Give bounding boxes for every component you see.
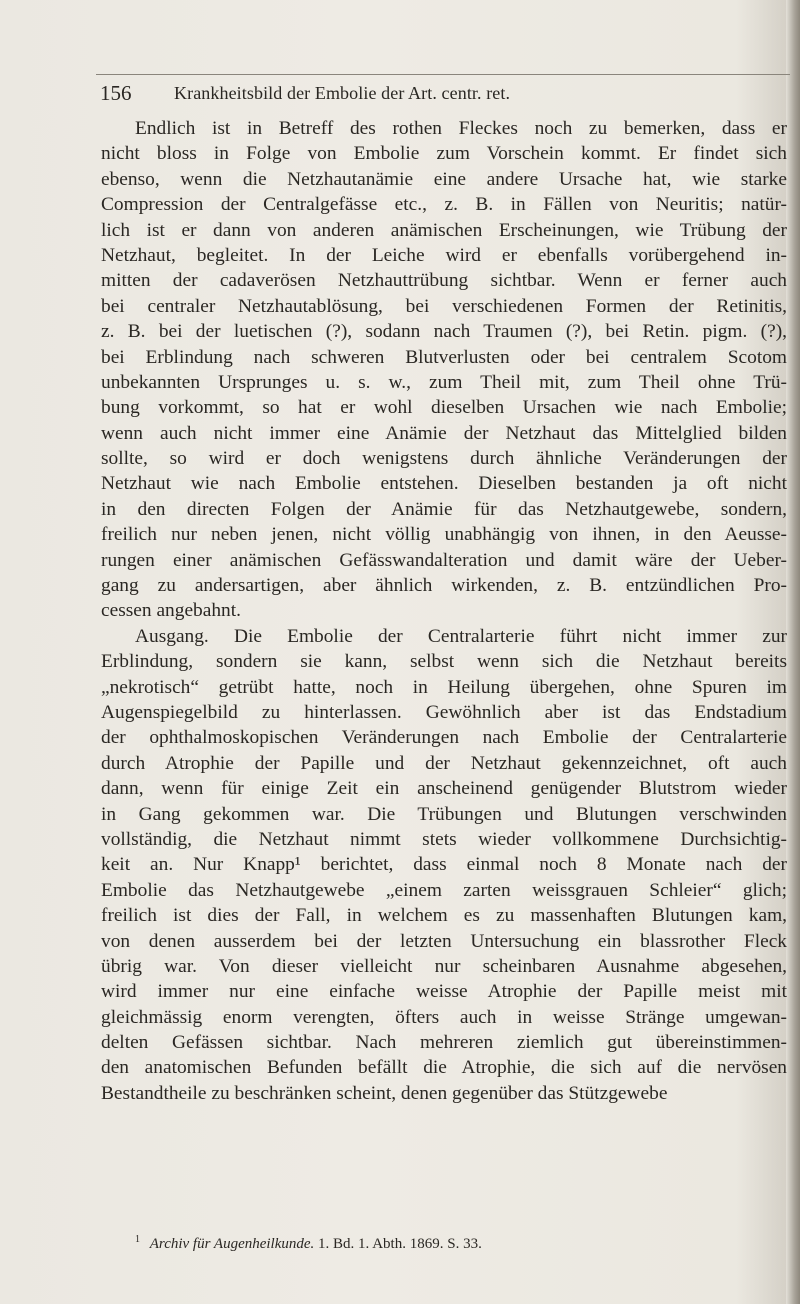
text-line: durch Atrophie der Papille und der Netzhaut gekennzeichnet, oft auch: [101, 752, 787, 774]
text-line: wenn auch nicht immer eine Anämie der Netzhaut das Mittelglied bilden: [101, 422, 787, 444]
text-line: Embolie das Netzhautgewebe „einem zarten weissgrauen Schleier“ glich;: [101, 879, 787, 901]
text-line: Endlich ist in Betreff des rothen Fleckes noch zu bemerken, dass er: [135, 118, 787, 139]
text-line: wird immer nur eine einfache weisse Atrophie der Papille meist mit: [101, 981, 787, 1003]
text-line: z. B. bei der luetischen (?), sodann nach Traumen (?), bei Retin. pigm. (?),: [101, 321, 787, 343]
text-line: Compression der Centralgefässe etc., z. B. in Fällen von Neuritis; natür-: [101, 194, 787, 216]
text-line: mitten der cadaverösen Netzhauttrübung sichtbar. Wenn er ferner auch: [101, 270, 787, 292]
text-line: Netzhaut, begleitet. In der Leiche wird er ebenfalls vorübergehend in-: [101, 244, 787, 266]
text-line: Ausgang. Die Embolie der Centralarterie führt nicht immer zur: [135, 625, 787, 647]
text-line: vollständig, die Netzhaut nimmt stets wieder vollkommene Durchsichtig-: [101, 828, 787, 850]
text-line: Augenspiegelbild zu hinterlassen. Gewöhnlich aber ist das Endstadium: [101, 701, 787, 723]
text-line: bei Erblindung nach schweren Blutverlusten oder bei centralem Scotom: [101, 346, 787, 368]
text-line: bung vorkommt, so hat er wohl dieselben Ursachen wie nach Embolie;: [101, 397, 787, 419]
text-line: dann, wenn für einige Zeit ein anscheinend genügender Blutstrom wieder: [101, 778, 787, 800]
text-line: bei centraler Netzhautablösung, bei verschiedenen Formen der Retinitis,: [101, 295, 787, 317]
text-line: Bestandtheile zu beschränken scheint, denen gegenüber das Stützgewebe: [101, 1082, 668, 1104]
running-title: Krankheitsbild der Embolie der Art. centr. ret.: [174, 83, 511, 103]
text-line: der ophthalmoskopischen Veränderungen nach Embolie der Centralarterie: [101, 727, 787, 749]
text-line: ebenso, wenn die Netzhautanämie eine andere Ursache hat, wie starke: [101, 168, 787, 190]
text-line: den anatomischen Befunden befällt die Atrophie, die sich auf die nervösen: [101, 1057, 787, 1079]
page-number: 156: [100, 81, 132, 105]
text-line: von denen ausserdem bei der letzten Untersuchung ein blassrother Fleck: [101, 930, 787, 952]
footnote: [135, 1234, 482, 1253]
text-line: unbekannten Ursprunges u. s. w., zum Theil mit, zum Theil ohne Trü-: [101, 371, 787, 393]
text-line: freilich ist dies der Fall, in welchem es zu massenhaften Blutungen kam,: [101, 905, 787, 927]
text-line: „nekrotisch“ getrübt hatte, noch in Heilung übergehen, ohne Spuren im: [101, 676, 787, 698]
text-line: cessen angebahnt.: [101, 600, 241, 622]
text-line: Erblindung, sondern sie kann, selbst wenn sich die Netzhaut bereits: [101, 651, 787, 673]
text-line: gang zu andersartigen, aber ähnlich wirkenden, z. B. entzündlichen Pro-: [101, 575, 787, 597]
text-line: in den directen Folgen der Anämie für das Netzhautgewebe, sondern,: [101, 498, 787, 520]
body-text: [101, 116, 787, 1106]
text-line: delten Gefässen sichtbar. Nach mehreren ziemlich gut übereinstimmen-: [101, 1032, 787, 1054]
text-line: freilich nur neben jenen, nicht völlig unabhängig von ihnen, in den Aeusse-: [101, 524, 787, 546]
page-header: [96, 80, 696, 110]
page-edge-shadow: [786, 0, 800, 1304]
text-line: sollte, so wird er doch wenigstens durch ähnliche Veränderungen der: [101, 448, 787, 470]
text-line: Netzhaut wie nach Embolie entstehen. Dieselben bestanden ja oft nicht: [101, 473, 787, 495]
footnote-journal: Archiv für Augenheilkunde.: [149, 1236, 315, 1252]
footnote-citation: 1. Bd. 1. Abth. 1869. S. 33.: [318, 1236, 482, 1252]
text-line: keit an. Nur Knapp¹ berichtet, dass einmal noch 8 Monate nach der: [101, 854, 787, 876]
text-line: lich ist er dann von anderen anämischen Erscheinungen, wie Trübung der: [101, 219, 787, 241]
text-line: gleichmässig enorm verengten, öfters auch in weisse Stränge umgewan-: [101, 1006, 787, 1028]
header-rule: [96, 74, 790, 75]
text-line: nicht bloss in Folge von Embolie zum Vorschein kommt. Er findet sich: [101, 143, 787, 165]
text-line: rungen einer anämischen Gefässwandalteration und damit wäre der Ueber-: [101, 549, 787, 571]
text-line: übrig war. Von dieser vielleicht nur scheinbaren Ausnahme abgesehen,: [101, 955, 787, 977]
text-line: in Gang gekommen war. Die Trübungen und Blutungen verschwinden: [101, 803, 787, 825]
footnote-mark: 1: [135, 1234, 140, 1245]
